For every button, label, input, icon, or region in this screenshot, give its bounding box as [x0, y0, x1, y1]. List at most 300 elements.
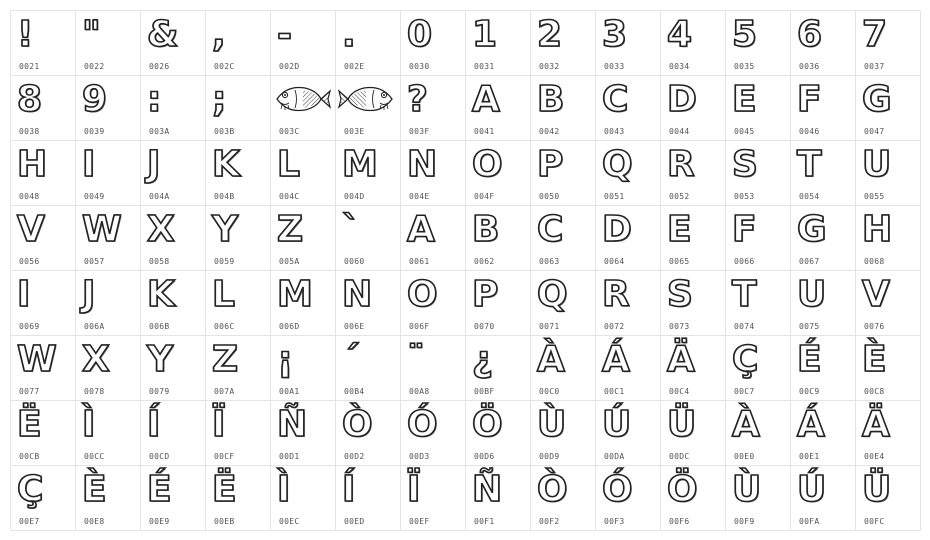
glyph-codepoint: 00C0	[539, 387, 560, 396]
glyph-sample: S	[667, 274, 693, 315]
glyph-sample: 0	[407, 14, 433, 55]
glyph-cell	[531, 141, 596, 206]
glyph-codepoint: 00E9	[149, 517, 170, 526]
glyph-codepoint: 0063	[539, 257, 560, 266]
glyph-codepoint: 0053	[734, 192, 755, 201]
glyph-cell	[271, 336, 336, 401]
glyph-codepoint: 0055	[864, 192, 885, 201]
glyph-codepoint: 0044	[669, 127, 690, 136]
glyph-cell	[336, 401, 401, 466]
glyph-cell	[466, 401, 531, 466]
glyph-cell	[856, 141, 921, 206]
glyph-cell	[76, 401, 141, 466]
glyph-codepoint: 0074	[734, 322, 755, 331]
glyph-sample: I	[17, 274, 31, 315]
glyph-codepoint: 002D	[279, 62, 300, 71]
glyph-cell	[141, 401, 206, 466]
glyph-cell	[791, 336, 856, 401]
glyph-codepoint: 006F	[409, 322, 430, 331]
glyph-cell	[336, 11, 401, 76]
glyph-codepoint: 0069	[19, 322, 40, 331]
glyph-codepoint: 00BF	[474, 387, 495, 396]
glyph-codepoint: 00EC	[279, 517, 300, 526]
glyph-cell	[791, 11, 856, 76]
glyph-sample: A	[472, 79, 500, 120]
glyph-codepoint: 0060	[344, 257, 365, 266]
glyph-cell	[206, 466, 271, 531]
glyph-codepoint: 0079	[149, 387, 170, 396]
glyph-codepoint: 0049	[84, 192, 105, 201]
glyph-cell	[76, 271, 141, 336]
glyph-sample: 6	[797, 14, 823, 55]
glyph-cell	[76, 466, 141, 531]
glyph-codepoint: 00E0	[734, 452, 755, 461]
glyph-sample: ¡	[277, 339, 294, 380]
glyph-codepoint: 0065	[669, 257, 690, 266]
glyph-cell	[271, 271, 336, 336]
glyph-sample: I	[82, 144, 96, 185]
glyph-codepoint: 0038	[19, 127, 40, 136]
glyph-codepoint: 00A8	[409, 387, 430, 396]
glyph-cell	[596, 11, 661, 76]
glyph-codepoint: 0035	[734, 62, 755, 71]
glyph-codepoint: 006C	[214, 322, 235, 331]
glyph-codepoint: 00F2	[539, 517, 560, 526]
glyph-sample: 5	[732, 14, 758, 55]
glyph-sample: Ë	[212, 469, 237, 510]
glyph-codepoint: 002C	[214, 62, 235, 71]
glyph-cell	[206, 11, 271, 76]
glyph-cell	[726, 11, 791, 76]
glyph-cell	[401, 271, 466, 336]
glyph-codepoint: 00C7	[734, 387, 755, 396]
glyph-sample: Ú	[797, 469, 827, 510]
glyph-cell	[661, 141, 726, 206]
glyph-cell	[11, 271, 76, 336]
glyph-cell	[401, 206, 466, 271]
glyph-sample: 8	[17, 79, 43, 120]
glyph-cell	[726, 76, 791, 141]
glyph-sample: C	[602, 79, 629, 120]
glyph-sample: Ö	[667, 469, 698, 510]
glyph-sample: H	[862, 209, 893, 250]
glyph-codepoint: 0073	[669, 322, 690, 331]
glyph-sample: E	[732, 79, 757, 120]
glyph-codepoint: 00D3	[409, 452, 430, 461]
glyph-sample: Ü	[862, 469, 892, 510]
glyph-sample: ?	[407, 79, 428, 120]
glyph-codepoint: 00EB	[214, 517, 235, 526]
glyph-codepoint: 0061	[409, 257, 430, 266]
glyph-sample: ´	[342, 339, 360, 380]
glyph-cell	[76, 141, 141, 206]
glyph-codepoint: 0052	[669, 192, 690, 201]
glyph-codepoint: 00D9	[539, 452, 560, 461]
glyph-cell	[726, 401, 791, 466]
glyph-sample: T	[797, 144, 822, 185]
glyph-cell	[596, 336, 661, 401]
glyph-codepoint: 00C8	[864, 387, 885, 396]
glyph-sample: Ç	[732, 339, 759, 380]
glyph-sample: Ö	[472, 404, 503, 445]
glyph-cell	[661, 206, 726, 271]
glyph-sample: :	[147, 79, 162, 120]
glyph-cell	[661, 336, 726, 401]
glyph-sample: V	[17, 209, 45, 250]
glyph-codepoint: 003F	[409, 127, 430, 136]
glyph-sample: M	[342, 144, 378, 185]
glyph-sample: X	[147, 209, 175, 250]
glyph-sample: !	[17, 14, 34, 55]
glyph-codepoint: 0066	[734, 257, 755, 266]
glyph-cell	[466, 336, 531, 401]
glyph-cell	[206, 336, 271, 401]
glyph-sample: S	[732, 144, 758, 185]
glyph-codepoint: 0071	[539, 322, 560, 331]
glyph-codepoint: 003E	[344, 127, 365, 136]
glyph-sample: 4	[667, 14, 693, 55]
glyph-codepoint: 00D2	[344, 452, 365, 461]
glyph-sample: Á	[602, 339, 630, 380]
glyph-cell	[791, 271, 856, 336]
glyph-cell	[531, 11, 596, 76]
glyph-sample: Ù	[732, 469, 762, 510]
glyph-codepoint: 00DC	[669, 452, 690, 461]
glyph-sample: Ä	[667, 339, 695, 380]
glyph-cell	[596, 206, 661, 271]
glyph-sample: C	[537, 209, 564, 250]
glyph-codepoint: 0047	[864, 127, 885, 136]
glyph-cell	[726, 206, 791, 271]
glyph-sample: Ó	[407, 404, 438, 445]
glyph-sample: 1	[472, 14, 498, 55]
glyph-cell	[206, 401, 271, 466]
glyph-codepoint: 0064	[604, 257, 625, 266]
glyph-codepoint: 0046	[799, 127, 820, 136]
glyph-sample: À	[537, 339, 565, 380]
glyph-sample: ,	[212, 14, 226, 55]
glyph-sample: G	[862, 79, 892, 120]
glyph-codepoint: 0032	[539, 62, 560, 71]
glyph-codepoint: 00C4	[669, 387, 690, 396]
glyph-grid	[10, 10, 920, 530]
glyph-codepoint: 003B	[214, 127, 235, 136]
glyph-codepoint: 0058	[149, 257, 170, 266]
glyph-codepoint: 0021	[19, 62, 40, 71]
fish-right-icon	[338, 80, 396, 118]
glyph-cell	[466, 76, 531, 141]
glyph-cell	[531, 271, 596, 336]
glyph-codepoint: 0041	[474, 127, 495, 136]
glyph-sample: `	[342, 209, 360, 250]
glyph-cell	[141, 466, 206, 531]
glyph-sample: 7	[862, 14, 888, 55]
glyph-codepoint: 00CF	[214, 452, 235, 461]
glyph-cell	[141, 141, 206, 206]
glyph-cell	[336, 206, 401, 271]
glyph-sample: É	[797, 339, 822, 380]
glyph-codepoint: 00F6	[669, 517, 690, 526]
glyph-codepoint: 004E	[409, 192, 430, 201]
glyph-codepoint: 00E7	[19, 517, 40, 526]
glyph-cell	[856, 76, 921, 141]
glyph-cell	[531, 401, 596, 466]
glyph-codepoint: 00D1	[279, 452, 300, 461]
glyph-sample: 9	[82, 79, 108, 120]
glyph-sample: K	[212, 144, 240, 185]
glyph-codepoint: 00F9	[734, 517, 755, 526]
glyph-codepoint: 0062	[474, 257, 495, 266]
glyph-cell	[11, 76, 76, 141]
glyph-sample: M	[277, 274, 313, 315]
glyph-codepoint: 004D	[344, 192, 365, 201]
glyph-sample: Ë	[17, 404, 42, 445]
glyph-cell	[141, 271, 206, 336]
glyph-sample: Ì	[277, 469, 291, 510]
glyph-codepoint: 0026	[149, 62, 170, 71]
glyph-sample: L	[212, 274, 235, 315]
glyph-cell	[791, 206, 856, 271]
glyph-sample: J	[82, 274, 96, 315]
glyph-sample: Ç	[17, 469, 44, 510]
glyph-sample: Y	[147, 339, 174, 380]
glyph-codepoint: 00E8	[84, 517, 105, 526]
glyph-sample: È	[862, 339, 887, 380]
glyph-sample: P	[472, 274, 499, 315]
glyph-sample: Ò	[537, 469, 568, 510]
glyph-sample: G	[797, 209, 827, 250]
glyph-cell	[466, 271, 531, 336]
glyph-sample: Í	[342, 469, 356, 510]
glyph-cell	[726, 141, 791, 206]
glyph-codepoint: 00D6	[474, 452, 495, 461]
glyph-cell	[336, 141, 401, 206]
glyph-sample: Ñ	[472, 469, 503, 510]
glyph-cell	[271, 141, 336, 206]
glyph-cell	[596, 141, 661, 206]
glyph-codepoint: 0051	[604, 192, 625, 201]
glyph-codepoint: 0036	[799, 62, 820, 71]
glyph-codepoint: 005A	[279, 257, 300, 266]
glyph-sample: È	[82, 469, 107, 510]
glyph-sample: W	[82, 209, 122, 250]
glyph-sample: ¨	[407, 339, 425, 380]
glyph-sample: J	[147, 144, 161, 185]
glyph-cell	[206, 141, 271, 206]
glyph-codepoint: 0070	[474, 322, 495, 331]
glyph-sample: K	[147, 274, 175, 315]
glyph-cell	[661, 271, 726, 336]
glyph-cell	[206, 206, 271, 271]
glyph-sample: Ü	[667, 404, 697, 445]
glyph-sample: Ì	[82, 404, 96, 445]
glyph-codepoint: 0034	[669, 62, 690, 71]
glyph-codepoint: 00A1	[279, 387, 300, 396]
glyph-codepoint: 00C9	[799, 387, 820, 396]
glyph-codepoint: 006A	[84, 322, 105, 331]
glyph-sample: B	[537, 79, 565, 120]
glyph-cell	[856, 466, 921, 531]
glyph-cell	[596, 466, 661, 531]
glyph-codepoint: 0030	[409, 62, 430, 71]
glyph-sample: 3	[602, 14, 628, 55]
glyph-sample: Y	[212, 209, 239, 250]
glyph-cell	[791, 141, 856, 206]
glyph-cell	[141, 11, 206, 76]
glyph-codepoint: 0072	[604, 322, 625, 331]
glyph-sample: O	[472, 144, 503, 185]
glyph-cell	[336, 76, 401, 141]
glyph-sample: 2	[537, 14, 563, 55]
glyph-cell	[76, 76, 141, 141]
glyph-codepoint: 0078	[84, 387, 105, 396]
glyph-cell	[401, 11, 466, 76]
glyph-cell	[466, 466, 531, 531]
glyph-codepoint: 0056	[19, 257, 40, 266]
glyph-sample: Á	[797, 404, 825, 445]
glyph-codepoint: 0043	[604, 127, 625, 136]
glyph-sample: -	[277, 14, 292, 55]
glyph-sample: ¿	[472, 339, 493, 380]
glyph-codepoint: 00E1	[799, 452, 820, 461]
glyph-sample: Q	[602, 144, 633, 185]
glyph-cell	[466, 11, 531, 76]
glyph-cell	[336, 466, 401, 531]
glyph-codepoint: 0042	[539, 127, 560, 136]
glyph-codepoint: 007A	[214, 387, 235, 396]
glyph-codepoint: 0054	[799, 192, 820, 201]
glyph-cell	[271, 206, 336, 271]
glyph-cell	[531, 206, 596, 271]
glyph-codepoint: 0022	[84, 62, 105, 71]
glyph-sample: Ú	[602, 404, 632, 445]
glyph-codepoint: 0057	[84, 257, 105, 266]
glyph-sample: Ù	[537, 404, 567, 445]
glyph-sample: Q	[537, 274, 568, 315]
glyph-cell	[11, 141, 76, 206]
glyph-codepoint: 0075	[799, 322, 820, 331]
glyph-cell	[76, 336, 141, 401]
glyph-codepoint: 006D	[279, 322, 300, 331]
glyph-cell	[76, 206, 141, 271]
glyph-codepoint: 004B	[214, 192, 235, 201]
glyph-sample: P	[537, 144, 564, 185]
glyph-sample: &	[147, 14, 179, 55]
glyph-cell	[856, 401, 921, 466]
glyph-cell	[661, 11, 726, 76]
glyph-cell	[531, 76, 596, 141]
glyph-cell	[336, 336, 401, 401]
glyph-codepoint: 0033	[604, 62, 625, 71]
glyph-sample: R	[602, 274, 630, 315]
glyph-cell	[466, 141, 531, 206]
glyph-sample: X	[82, 339, 110, 380]
glyph-sample: .	[342, 14, 356, 55]
glyph-codepoint: 0059	[214, 257, 235, 266]
glyph-codepoint: 00C1	[604, 387, 625, 396]
glyph-cell	[271, 76, 336, 141]
glyph-cell	[141, 76, 206, 141]
glyph-codepoint: 004A	[149, 192, 170, 201]
glyph-codepoint: 0068	[864, 257, 885, 266]
glyph-cell	[401, 141, 466, 206]
glyph-codepoint: 003C	[279, 127, 300, 136]
glyph-codepoint: 0045	[734, 127, 755, 136]
glyph-codepoint: 00F1	[474, 517, 495, 526]
glyph-cell	[856, 11, 921, 76]
glyph-cell	[661, 466, 726, 531]
glyph-codepoint: 0039	[84, 127, 105, 136]
glyph-cell	[466, 206, 531, 271]
glyph-sample: Ò	[342, 404, 373, 445]
glyph-sample: V	[862, 274, 890, 315]
glyph-sample: Ñ	[277, 404, 308, 445]
glyph-sample: À	[732, 404, 760, 445]
glyph-sample: U	[862, 144, 892, 185]
glyph-sample: Ï	[212, 404, 226, 445]
glyph-codepoint: 006B	[149, 322, 170, 331]
glyph-sample: F	[732, 209, 757, 250]
glyph-cell	[661, 76, 726, 141]
glyph-sample: A	[407, 209, 435, 250]
glyph-codepoint: 00CB	[19, 452, 40, 461]
glyph-sample: T	[732, 274, 757, 315]
glyph-codepoint: 00DA	[604, 452, 625, 461]
glyph-cell	[726, 336, 791, 401]
glyph-cell	[11, 336, 76, 401]
glyph-codepoint: 00ED	[344, 517, 365, 526]
glyph-cell	[11, 401, 76, 466]
glyph-cell	[401, 336, 466, 401]
glyph-codepoint: 00FA	[799, 517, 820, 526]
glyph-sample: O	[407, 274, 438, 315]
glyph-cell	[596, 271, 661, 336]
glyph-codepoint: 00E4	[864, 452, 885, 461]
glyph-sample: D	[602, 209, 632, 250]
glyph-codepoint: 0048	[19, 192, 40, 201]
fish-left-icon	[273, 80, 331, 118]
glyph-cell	[76, 11, 141, 76]
glyph-cell	[141, 336, 206, 401]
glyph-codepoint: 0076	[864, 322, 885, 331]
glyph-cell	[271, 466, 336, 531]
glyph-codepoint: 002E	[344, 62, 365, 71]
glyph-cell	[856, 206, 921, 271]
glyph-cell	[856, 336, 921, 401]
glyph-cell	[791, 401, 856, 466]
glyph-sample: Ó	[602, 469, 633, 510]
glyph-cell	[401, 466, 466, 531]
glyph-sample: Z	[277, 209, 304, 250]
glyph-codepoint: 0037	[864, 62, 885, 71]
glyph-cell	[271, 401, 336, 466]
glyph-codepoint: 00CC	[84, 452, 105, 461]
glyph-sample: U	[797, 274, 827, 315]
glyph-sample: "	[82, 14, 101, 55]
glyph-sample: N	[342, 274, 373, 315]
glyph-sample: ;	[212, 79, 227, 120]
glyph-cell	[11, 466, 76, 531]
glyph-sample: Ï	[407, 469, 421, 510]
glyph-sample: R	[667, 144, 695, 185]
glyph-sample: Z	[212, 339, 239, 380]
glyph-sample: É	[147, 469, 172, 510]
glyph-sample: E	[667, 209, 692, 250]
glyph-cell	[401, 401, 466, 466]
glyph-codepoint: 0077	[19, 387, 40, 396]
glyph-cell	[141, 206, 206, 271]
glyph-cell	[401, 76, 466, 141]
